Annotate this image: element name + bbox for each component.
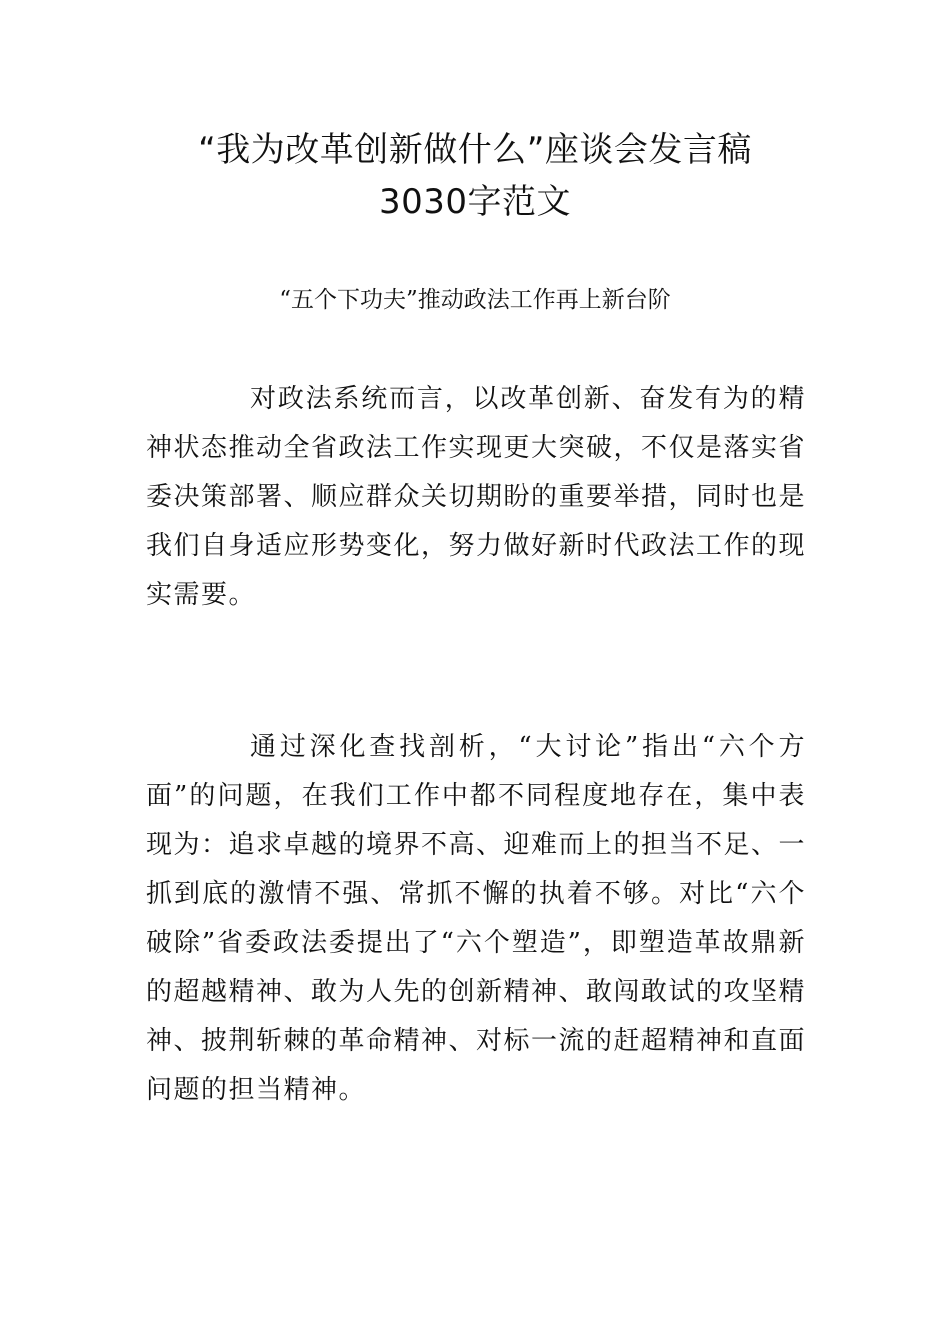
body-paragraph-2: 通过深化查找剖析，“大讨论”指出“六个方面”的问题，在我们工作中都不同程度地存在，集中表现为：追求卓越的境界不高、迎难而上的担当不足、一抓到底的激情不强、常抓不懈的执着不够。对比“六个破除”省委政法委提出了“六个塑造”，即塑造革故鼎新的超越精神、敢为人先的创新精神、敢闯敢试的攻坚精神、披荆斩棘的革命精神、对标一流的赶超精神和直面问题的担当精神。: [146, 732, 807, 1105]
document-title: [100, 124, 850, 228]
document-title-line-1: “我为改革创新做什么”座谈会发言稿: [198, 130, 752, 170]
body-paragraph-1: 对政法系统而言，以改革创新、奋发有为的精神状态推动全省政法工作实现更大突破，不仅是落实省委决策部署、顺应群众关切期盼的重要举措，同时也是我们自身适应形势变化，努力做好新时代政法工作的现实需要。: [146, 384, 807, 610]
document-subtitle: “五个下功夫”推动政法工作再上新台阶: [279, 287, 671, 313]
document-title-line-2: 3030字范文: [378, 182, 572, 222]
